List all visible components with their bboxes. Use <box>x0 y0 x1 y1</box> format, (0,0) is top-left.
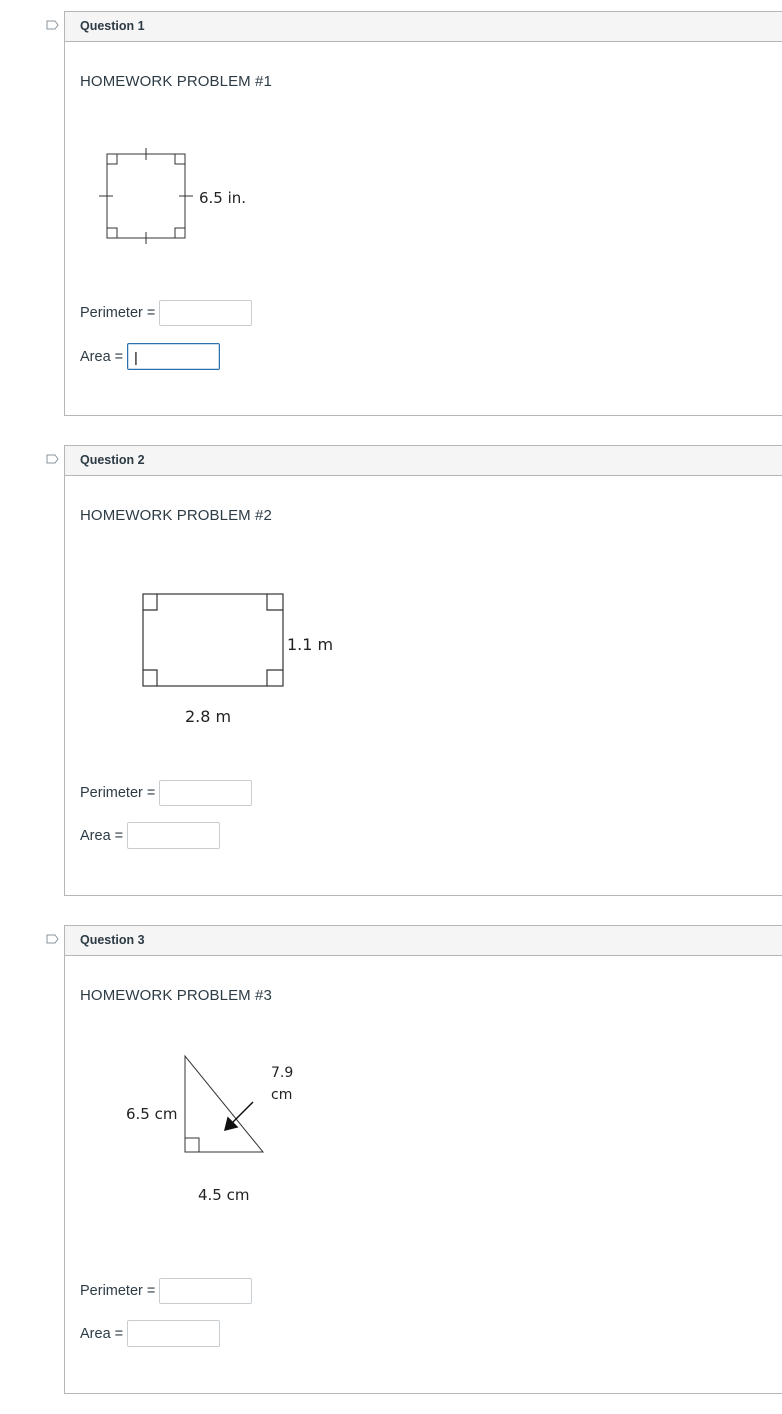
perimeter-label: Perimeter = <box>80 1283 156 1299</box>
area-label: Area = <box>80 1325 124 1342</box>
question-3 <box>64 925 782 1394</box>
problem-title: HOMEWORK PROBLEM #3 <box>80 987 272 1004</box>
perimeter-row <box>80 300 252 326</box>
rectangle-figure <box>135 586 355 736</box>
perimeter-label: Perimeter = <box>80 785 156 801</box>
problem-title: HOMEWORK PROBLEM #2 <box>80 507 272 524</box>
triangle-figure <box>115 1046 355 1246</box>
area-input[interactable] <box>127 822 220 849</box>
area-input[interactable] <box>127 1320 220 1347</box>
area-row <box>80 1320 220 1347</box>
question-header: Question 3 <box>65 926 782 956</box>
side-label: 6.5 in. <box>199 189 247 207</box>
area-label: Area = <box>80 827 124 844</box>
question-header: Question 1 <box>65 12 782 42</box>
flag-question-2-icon[interactable] <box>46 454 60 464</box>
perimeter-row <box>80 1278 252 1304</box>
hypotenuse-unit: cm <box>271 1087 293 1103</box>
width-label: 2.8 m <box>185 707 232 726</box>
perimeter-label: Perimeter = <box>80 305 156 321</box>
area-input[interactable] <box>127 343 220 370</box>
hypotenuse-value: 7.9 <box>271 1065 294 1081</box>
square-figure <box>95 142 255 252</box>
base-label: 4.5 cm <box>198 1186 250 1204</box>
perimeter-input[interactable] <box>159 780 252 806</box>
area-row <box>80 343 220 370</box>
perimeter-input[interactable] <box>159 300 252 326</box>
area-label: Area = <box>80 348 124 365</box>
height-label: 1.1 m <box>287 635 334 654</box>
area-row <box>80 822 220 849</box>
problem-title: HOMEWORK PROBLEM #1 <box>80 73 272 90</box>
perimeter-row <box>80 780 252 806</box>
leg-label: 6.5 cm <box>126 1105 178 1123</box>
question-header: Question 2 <box>65 446 782 476</box>
question-2 <box>64 445 782 896</box>
flag-question-3-icon[interactable] <box>46 934 60 944</box>
flag-question-1-icon[interactable] <box>46 20 60 30</box>
question-1 <box>64 11 782 416</box>
perimeter-input[interactable] <box>159 1278 252 1304</box>
